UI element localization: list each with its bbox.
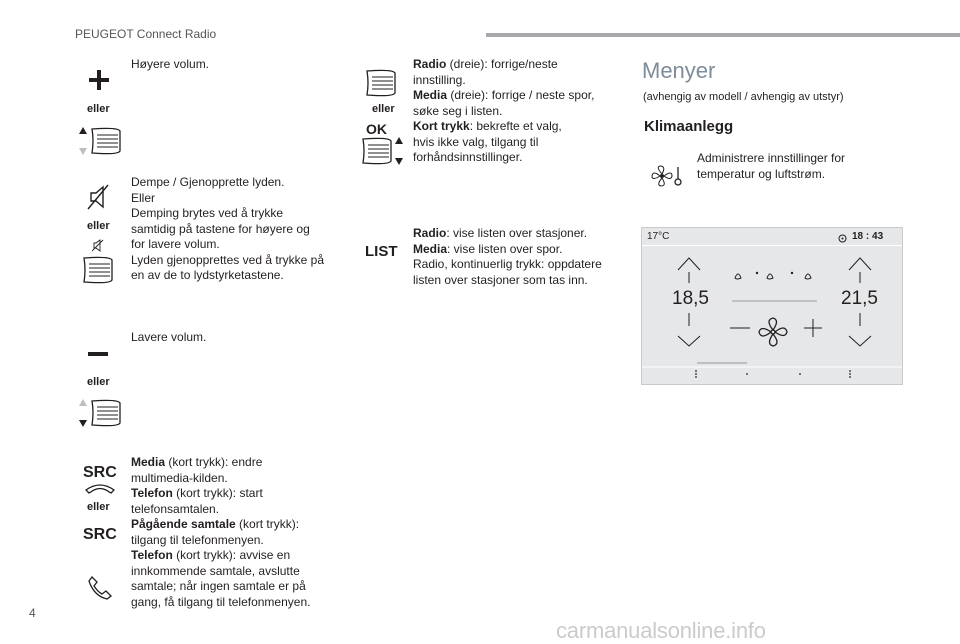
bold-term: Kort trykk [413, 119, 470, 133]
header-rule [486, 33, 960, 37]
bold-term: Media [131, 455, 166, 469]
plus-icon [89, 70, 109, 90]
src-description [131, 455, 310, 610]
text-line: samtidig på tastene for høyere og [131, 221, 310, 236]
text-line: gang, få tilgang til telefonmenyen. [131, 594, 311, 609]
watermark: carmanualsonline.info [556, 618, 766, 643]
section-title: Menyer [642, 58, 716, 83]
text-line [413, 88, 594, 104]
text-run: : bekrefte et valg, [469, 119, 562, 133]
climate-description [697, 151, 845, 182]
radio-media-description [413, 57, 594, 166]
or-label: eller [372, 103, 395, 115]
list-description [413, 226, 602, 288]
text-line [131, 486, 310, 502]
bold-term: Radio [413, 226, 447, 240]
text-line: innkommende samtale, avslutte [131, 563, 300, 578]
climate-fan-icon [651, 164, 685, 188]
text-run: (dreie): forrige/neste [446, 57, 558, 71]
text-line: innstilling. [413, 72, 466, 87]
text-run: (kort trykk): avvise en [172, 548, 291, 562]
bold-term: Pågående samtale [131, 517, 236, 531]
src-label: SRC [83, 526, 117, 543]
text-line: temperatur og luftstrøm. [697, 166, 826, 181]
text-line [131, 517, 310, 533]
text-line: Eller [131, 190, 156, 205]
bold-term: Radio [413, 57, 447, 71]
minus-icon [88, 351, 108, 357]
or-label: eller [87, 103, 110, 115]
volume-down-text: Lavere volum. [131, 330, 207, 344]
text-line: Demping brytes ved å trykke [131, 206, 284, 220]
scroll-wheel-down-icon [78, 398, 123, 428]
small-mute-icon [92, 239, 104, 252]
text-line: en av de to lydstyrketastene. [131, 268, 284, 282]
text-line: listen over stasjoner som tas inn. [413, 272, 588, 287]
or-label: eller [87, 220, 110, 232]
text-line: Dempe / Gjenopprette lyden. [131, 175, 285, 189]
text-line: Radio, kontinuerlig trykk: oppdatere [413, 257, 602, 271]
text-line [413, 226, 602, 242]
bold-term: Telefon [131, 548, 173, 562]
text-line: telefonsamtalen. [131, 501, 220, 516]
bold-term: Media [413, 241, 448, 256]
list-label: LIST [365, 243, 398, 260]
text-line: samtale; når ingen samtale er på [131, 579, 306, 593]
ok-label: OK [366, 121, 387, 137]
scroll-wheel-icon [365, 68, 399, 98]
text-line [131, 455, 310, 471]
or-label: eller [87, 376, 110, 388]
text-run: (dreie): forrige / neste spor, [447, 88, 595, 102]
text-line: hvis ikke valg, tilgang til [413, 134, 539, 149]
text-line: tilgang til telefonmenyen. [131, 532, 264, 547]
text-run: (kort trykk): endre [165, 455, 263, 469]
climate-screen [641, 227, 903, 385]
text-line [131, 548, 310, 564]
text-line [413, 119, 594, 135]
text-line: for lavere volum. [131, 237, 220, 251]
src-label: SRC [83, 464, 117, 481]
scroll-wheel-icon [82, 255, 116, 285]
volume-up-text: Høyere volum. [131, 57, 210, 71]
right-temperature[interactable]: 21,5 [841, 288, 878, 309]
text-line: søke seg i listen. [413, 103, 503, 118]
text-line [413, 57, 594, 73]
clock: 18 : 43 [852, 231, 884, 242]
text-run: (kort trykk): start [172, 486, 263, 500]
text-line: Lyden gjenopprettes ved å trykke på [131, 252, 325, 267]
text-line [413, 242, 602, 258]
bold-term: Media [413, 88, 448, 102]
document-header: PEUGEOT Connect Radio [75, 27, 217, 41]
text-line: forhåndsinnstillinger. [413, 150, 523, 164]
text-run: : vise listen over stasjoner. [446, 226, 588, 240]
phone-hangup-icon [84, 482, 116, 494]
text-line: Administrere innstillinger for [697, 151, 846, 165]
text-run: : vise listen over spor. [447, 241, 563, 256]
phone-icon [88, 576, 112, 600]
text-line: multimedia-kilden. [131, 470, 228, 485]
page-number: 4 [29, 606, 36, 620]
outside-temperature: 17°C [647, 231, 670, 242]
left-temperature[interactable]: 18,5 [672, 288, 709, 309]
section-subtitle: (avhengig av modell / avhengig av utstyr) [643, 91, 844, 103]
text-run: (kort trykk): [235, 517, 300, 531]
bold-term: Telefon [131, 486, 173, 500]
mute-description [131, 175, 324, 284]
subsection-title: Klimaanlegg [644, 118, 734, 135]
mute-icon [87, 184, 109, 210]
scroll-wheel-up-icon [78, 126, 123, 156]
scroll-wheel-updown-icon [361, 136, 406, 166]
or-label: eller [87, 501, 110, 513]
